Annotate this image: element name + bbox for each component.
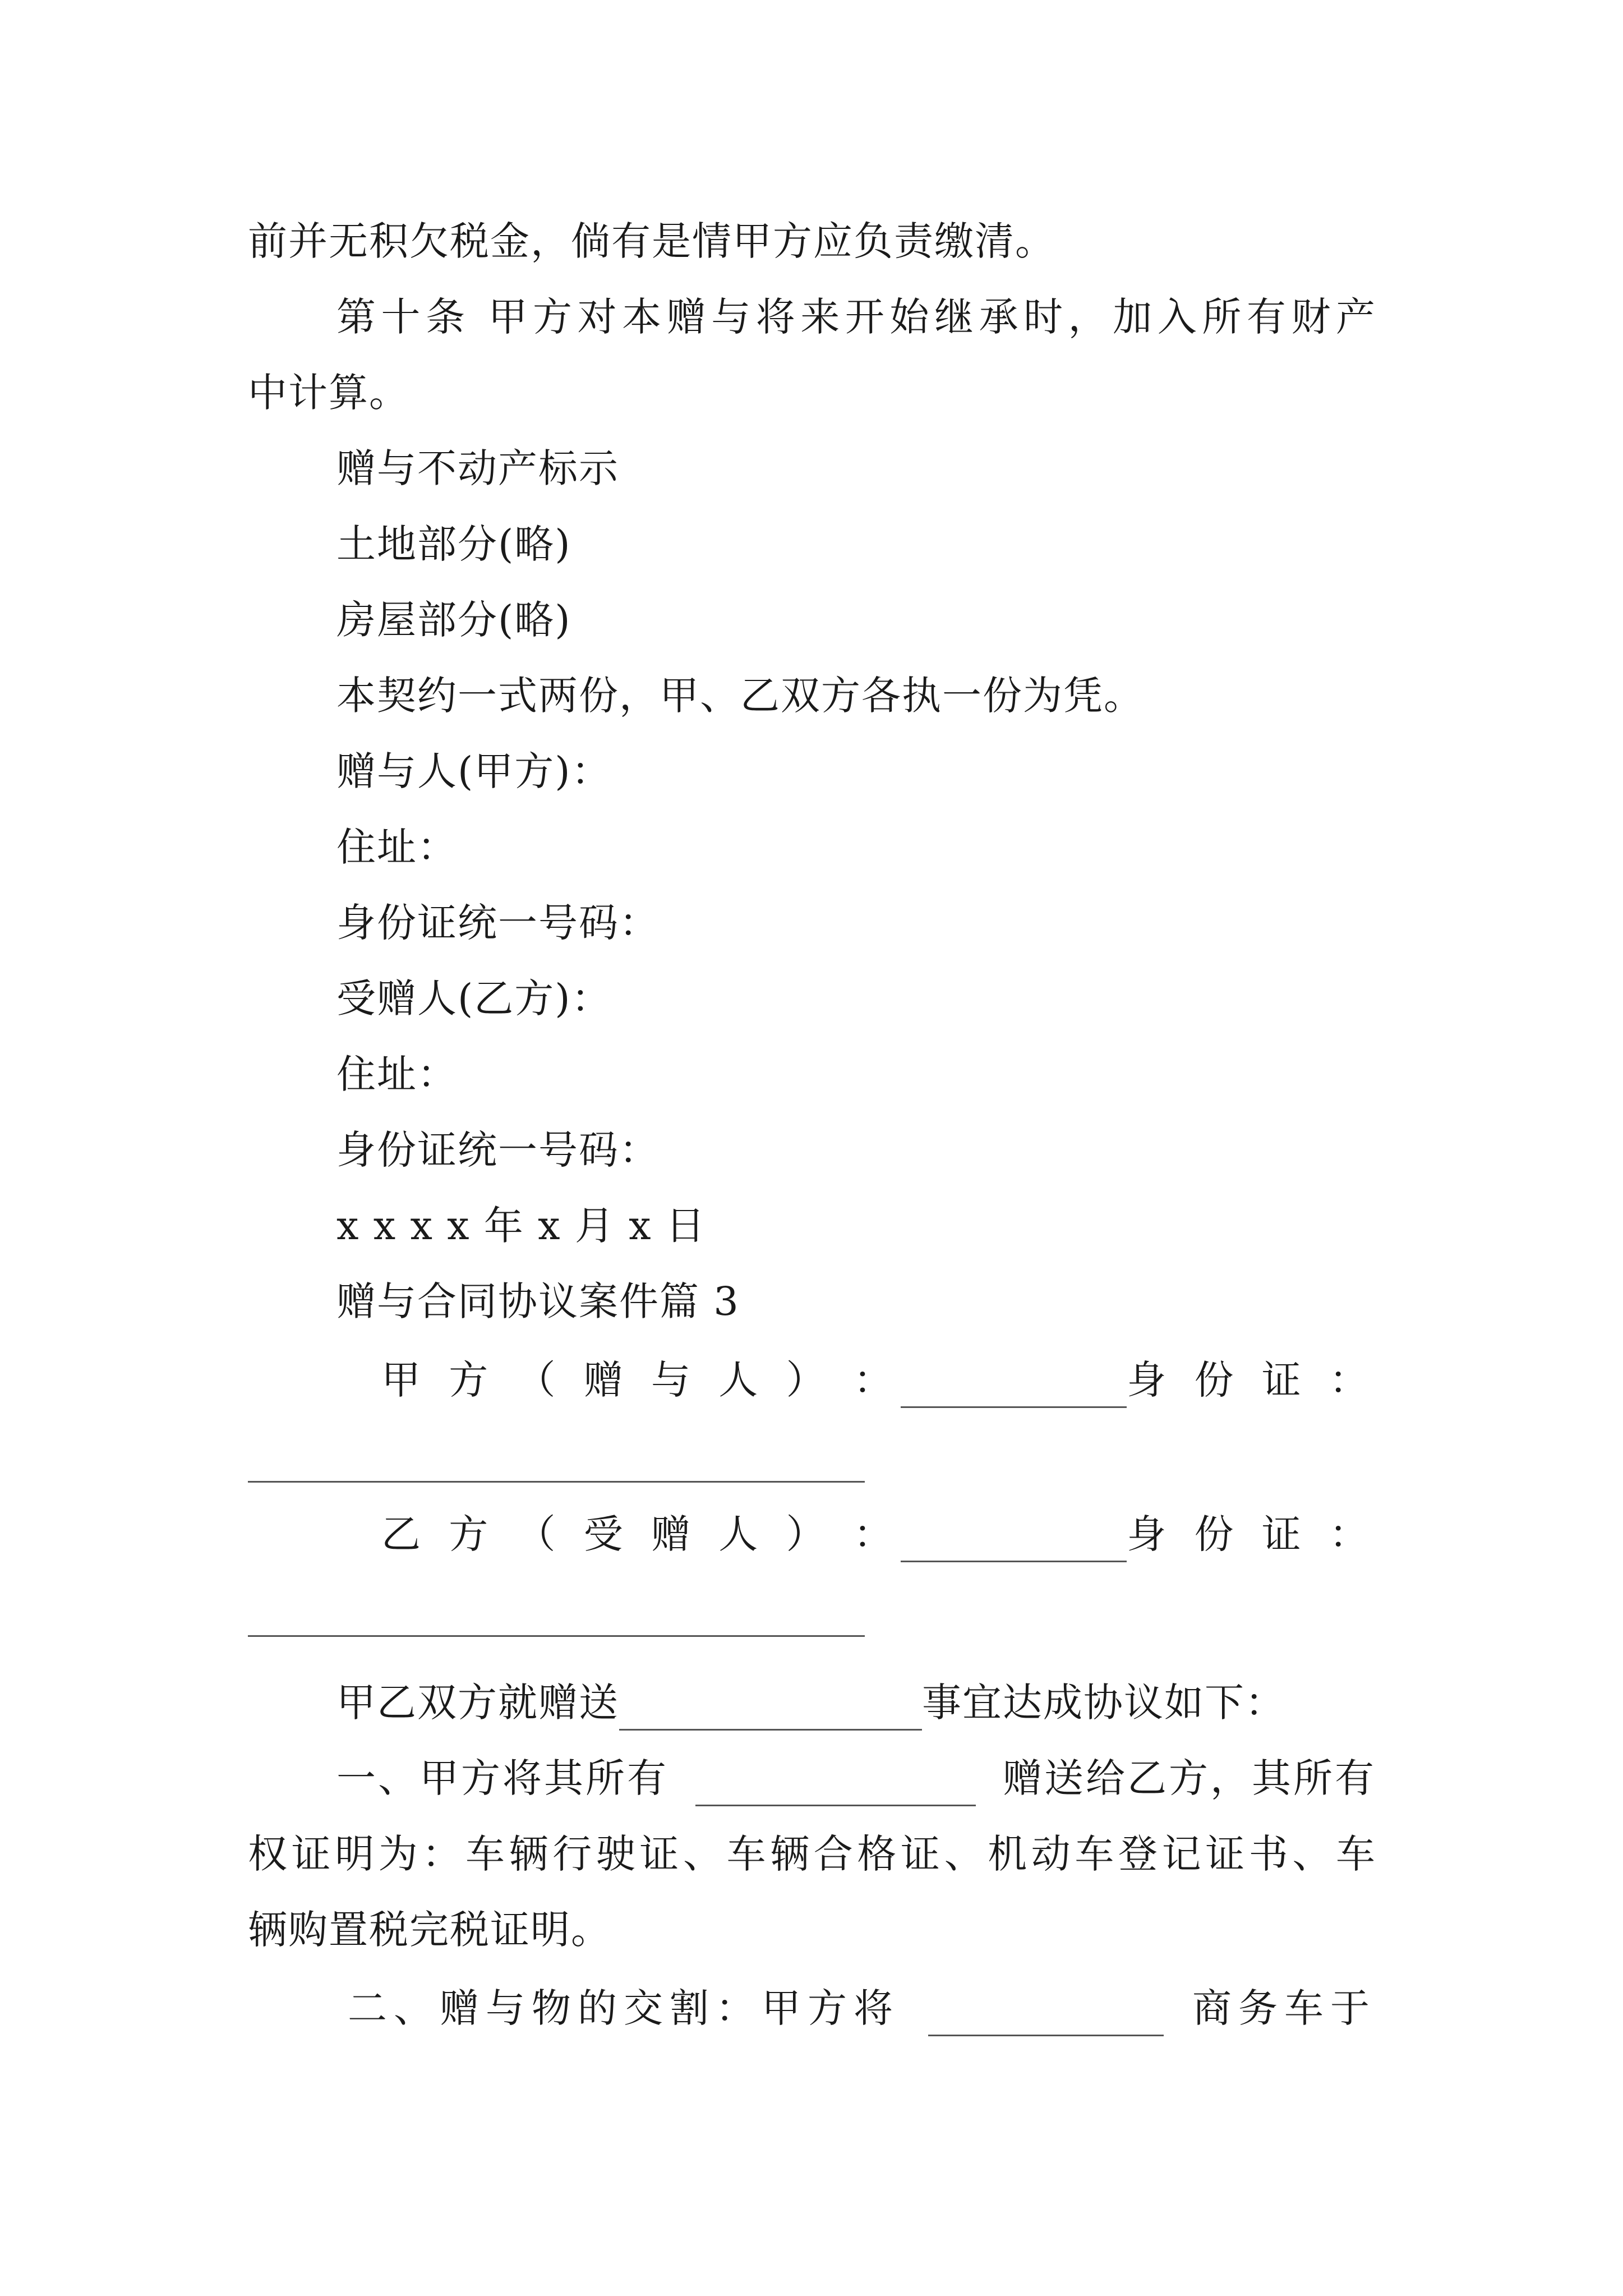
donor-label: 赠与人(甲方)： (336, 748, 612, 794)
paragraph-line: 中计算。 (248, 370, 409, 416)
clause-1-row (336, 1750, 1376, 1806)
clause-1-item-blank (695, 1768, 976, 1806)
paragraph-line: 前并无积欠税金，倘有是情甲方应负责缴清。 (248, 218, 1055, 264)
party-b-label: 乙 方 （ 受 赠 人 ） ： (381, 1511, 901, 1557)
clause-2-prefix: 二、赠与物的交割：甲方将 (348, 1985, 900, 2031)
party-a-name-blank (901, 1369, 1127, 1408)
gift-item-blank (619, 1692, 922, 1731)
party-a-id-blank (248, 1481, 865, 1483)
clause-1-line-2: 权证明为：车辆行驶证、车辆合格证、机动车登记证书、车 (248, 1831, 1376, 1877)
address-label: 住址： (336, 824, 458, 870)
date-line: x x x x 年 x 月 x 日 (336, 1203, 706, 1249)
section-title: 赠与合同协议案件篇 3 (336, 1278, 740, 1324)
paragraph-line: 本契约一式两份，甲、乙双方各执一份为凭。 (336, 673, 1144, 719)
donee-label: 受赠人(乙方)： (336, 976, 612, 1022)
agreement-prefix: 甲乙双方就赠送 (336, 1680, 619, 1726)
clause-1-line-3: 辆购置税完税证明。 (248, 1907, 611, 1953)
clause-1-prefix: 一、甲方将其所有 (336, 1755, 668, 1801)
clause-2-vehicle-blank (928, 1998, 1164, 2036)
party-a-row (381, 1352, 1376, 1408)
paragraph-line: 房屋部分(略) (336, 597, 571, 643)
clause-2-suffix: 商务车于 (1192, 1985, 1376, 2031)
agreement-suffix: 事宜达成协议如下： (922, 1680, 1285, 1726)
party-b-row (381, 1506, 1376, 1562)
agreement-line (336, 1674, 1285, 1731)
party-a-label: 甲 方 （ 赠 与 人 ） ： (381, 1357, 901, 1403)
article-10-line: 第十条 甲方对本赠与将来开始继承时，加入所有财产 (336, 294, 1376, 340)
party-b-id-label: 身 份 证 ： (1127, 1511, 1376, 1557)
id-number-label: 身份证统一号码： (336, 1127, 660, 1173)
party-b-name-blank (901, 1524, 1127, 1562)
clause-2-row (348, 1980, 1376, 2036)
clause-1-suffix: 赠送给乙方，其所有 (1003, 1755, 1376, 1801)
section-heading: 赠与不动产标示 (336, 445, 619, 491)
party-b-id-blank (248, 1635, 865, 1637)
party-a-id-label: 身 份 证 ： (1127, 1357, 1376, 1403)
paragraph-line: 土地部分(略) (336, 521, 571, 567)
id-number-label: 身份证统一号码： (336, 900, 660, 946)
address-label: 住址： (336, 1051, 458, 1097)
